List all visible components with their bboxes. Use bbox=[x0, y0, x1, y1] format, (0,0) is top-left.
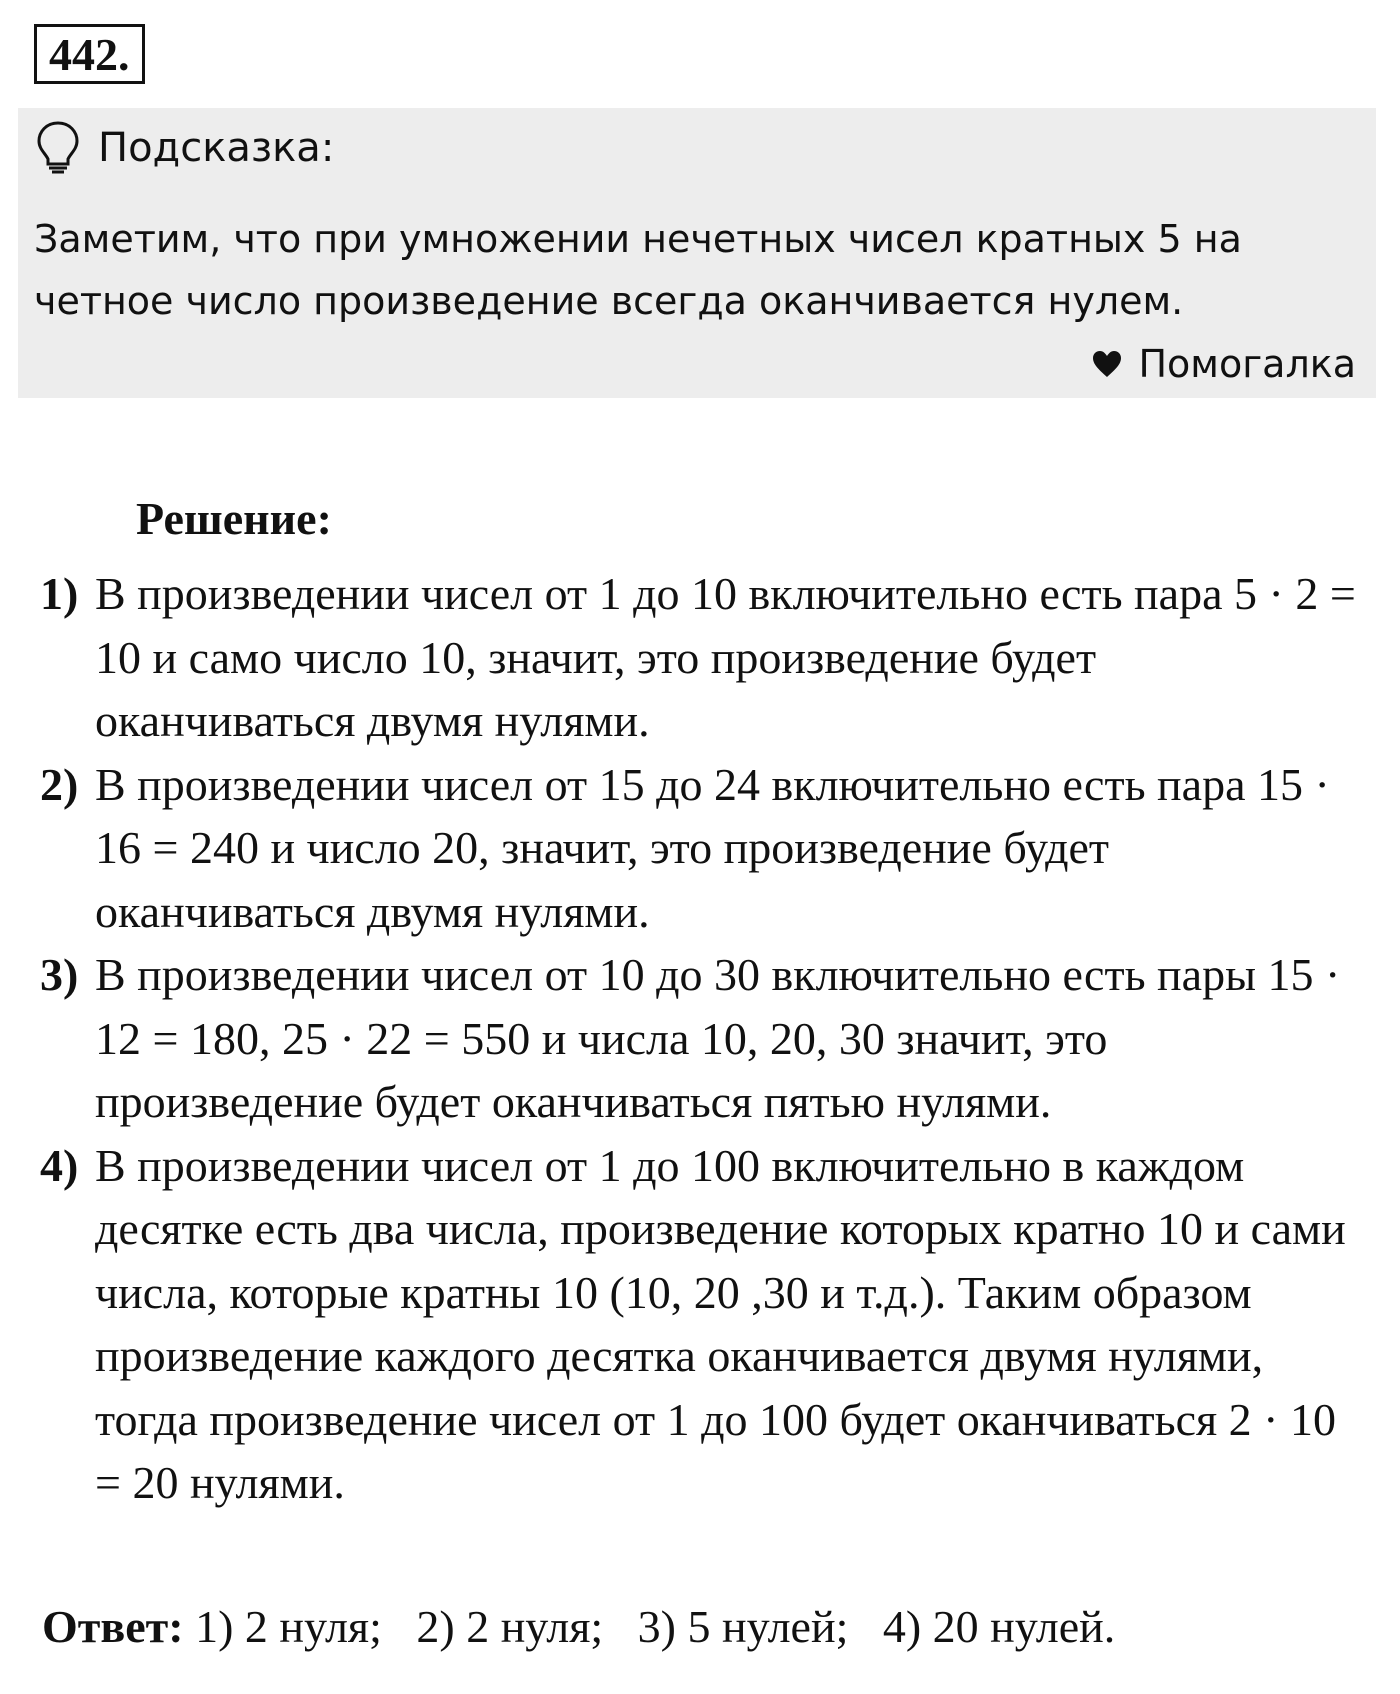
brand-name: Помогалка bbox=[1138, 342, 1356, 386]
solution-step bbox=[40, 562, 1380, 753]
step-number: 1) bbox=[40, 568, 79, 619]
answer bbox=[42, 1600, 1115, 1653]
hint-header bbox=[36, 120, 334, 176]
solution-step bbox=[40, 1134, 1380, 1515]
hint-title: Подсказка: bbox=[98, 125, 335, 171]
step-text: В произведении чисел от 15 до 24 включительно есть пара 15 · 16 = 240 и число 20, значит, это произведение будет оканчиваться двумя нулями. bbox=[95, 758, 1330, 937]
step-number: 3) bbox=[40, 949, 79, 1000]
hint-box bbox=[18, 108, 1376, 398]
solution-steps bbox=[40, 562, 1380, 1515]
step-text: В произведении чисел от 1 до 100 включительно в каждом десятке есть два числа, произведение которых кратно 10 и сами числа, которые кратны 10 (10, 20 ,30 и т.д.). Таким образом произведение каждого десятка оканчивается двумя нулями, тогда произведение чисел от 1 до 100 будет оканчиваться 2 · 10 = 20 нулями. bbox=[95, 1139, 1346, 1508]
answer-text: 1) 2 нуля; 2) 2 нуля; 3) 5 нулей; 4) 20 нулей. bbox=[183, 1601, 1116, 1652]
step-number: 4) bbox=[40, 1139, 79, 1191]
lightbulb-icon bbox=[36, 120, 80, 176]
solution-step bbox=[40, 753, 1380, 944]
step-text: В произведении чисел от 1 до 10 включительно есть пара 5 · 2 = 10 и само число 10, значит, это произведение будет оканчиваться двумя нулями. bbox=[95, 568, 1356, 746]
hint-text: Заметим, что при умножении нечетных чисел кратных 5 на четное число произведение всегда оканчивается нулем. bbox=[34, 217, 1242, 323]
solution-step bbox=[40, 943, 1380, 1134]
task-number: 442. bbox=[34, 24, 145, 84]
step-text: В произведении чисел от 10 до 30 включительно есть пары 15 · 12 = 180, 25 · 22 = 550 и числа 10, 20, 30 значит, это произведение будет оканчиваться пятью нулями. bbox=[95, 949, 1341, 1127]
step-number: 2) bbox=[40, 758, 79, 810]
solution-title: Решение: bbox=[136, 493, 332, 544]
brand bbox=[1092, 342, 1356, 386]
answer-label: Ответ: bbox=[42, 1601, 184, 1652]
heart-icon bbox=[1092, 350, 1122, 378]
